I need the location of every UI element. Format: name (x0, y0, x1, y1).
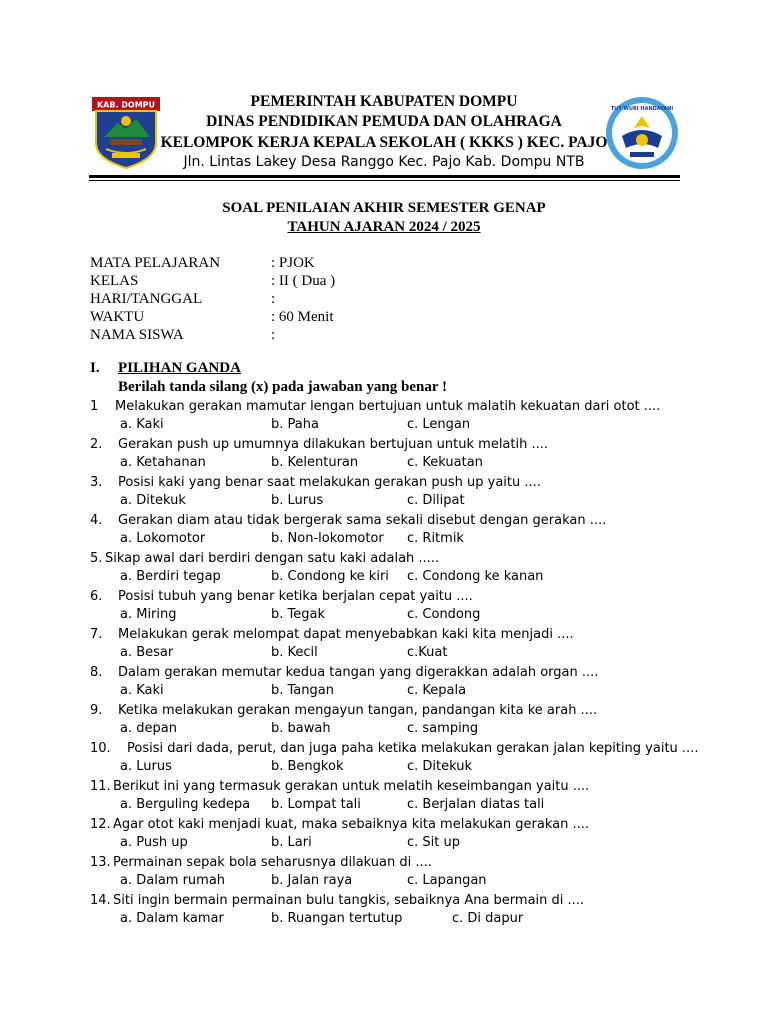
question-text: Agar otot kaki menjadi kuat, maka sebaiknya kita melakukan gerakan .... (113, 817, 590, 832)
answer-option-c: c. Kekuatan (407, 455, 483, 470)
answer-option-a: a. Push up (120, 835, 188, 850)
answer-option-b: b. Lurus (271, 493, 324, 508)
answer-option-b: b. Non-lokomotor (271, 531, 384, 546)
question-number: 14. (90, 893, 111, 908)
answer-option-c: c. Sit up (407, 835, 460, 850)
answer-option-a: a. Miring (120, 607, 177, 622)
answer-option-c: c. Dilipat (407, 493, 465, 508)
question-text: Gerakan diam atau tidak bergerak sama sekali disebut dengan gerakan .... (118, 513, 607, 528)
question-text: Posisi tubuh yang benar ketika berjalan cepat yaitu .... (118, 589, 473, 604)
answer-option-b: b. Jalan raya (271, 873, 353, 888)
identity-label: MATA PELAJARAN (90, 255, 221, 271)
logo-right-caption: TUT WURI HANDAYANI (610, 106, 674, 112)
question-number: 2. (90, 437, 103, 452)
header-kkks: KELOMPOK KERJA KEPALA SEKOLAH ( KKKS ) KEC. PAJO (160, 134, 608, 151)
academic-year: TAHUN AJARAN 2024 / 2025 (287, 219, 481, 235)
question-text: Posisi kaki yang benar saat melakukan gerakan push up yaitu .... (118, 475, 541, 490)
question-number: 13. (90, 855, 111, 870)
exam-title: SOAL PENILAIAN AKHIR SEMESTER GENAP (222, 200, 546, 216)
answer-option-c: c.Kuat (407, 645, 448, 660)
header-divider-thin (89, 180, 680, 181)
question-number: 10. (90, 741, 111, 756)
logo-left-caption: KAB. DOMPU (96, 100, 156, 110)
question-number: 4. (90, 513, 103, 528)
answer-option-a: a. Ditekuk (120, 493, 186, 508)
answer-option-a: a. Kaki (120, 417, 164, 432)
identity-value: : 60 Menit (271, 309, 334, 325)
header-address: Jln. Lintas Lakey Desa Ranggo Kec. Pajo Kab. Dompu NTB (183, 154, 585, 170)
section-title: PILIHAN GANDA (118, 360, 241, 376)
answer-option-c: c. Ritmik (407, 531, 464, 546)
section-instruction: Berilah tanda silang (x) pada jawaban yang benar ! (118, 379, 447, 395)
question-text: Dalam gerakan memutar kedua tangan yang digerakkan adalah organ .... (118, 665, 599, 680)
answer-option-b: b. Condong ke kiri (271, 569, 389, 584)
question-number: 7. (90, 627, 103, 642)
header-government: PEMERINTAH KABUPATEN DOMPU (250, 93, 518, 110)
question-text: Gerakan push up umumnya dilakukan bertujuan untuk melatih .... (118, 437, 549, 452)
answer-option-c: c. Berjalan diatas tali (407, 797, 545, 812)
answer-option-b: b. Paha (271, 417, 319, 432)
answer-option-b: b. Ruangan tertutup (271, 911, 403, 926)
answer-option-b: b. bawah (271, 721, 331, 736)
question-number: 12. (90, 817, 111, 832)
question-number: 1 (90, 399, 99, 414)
answer-option-a: a. Ketahanan (120, 455, 206, 470)
answer-option-a: a. Kaki (120, 683, 164, 698)
answer-option-a: a. Dalam kamar (120, 911, 224, 926)
question-text: Melakukan gerakan mamutar lengan bertujuan untuk malatih kekuatan dari otot .... (115, 399, 661, 414)
identity-label: NAMA SISWA (90, 327, 184, 343)
answer-option-c: c. Condong ke kanan (407, 569, 544, 584)
question-text: Posisi dari dada, perut, dan juga paha ketika melakukan gerakan jalan kepiting yaitu .... (127, 741, 699, 756)
answer-option-a: a. Dalam rumah (120, 873, 226, 888)
answer-option-b: b. Tangan (271, 683, 334, 698)
question-number: 11. (90, 779, 111, 794)
answer-option-c: c. Lapangan (407, 873, 487, 888)
header-department: DINAS PENDIDIKAN PEMUDA DAN OLAHRAGA (206, 113, 562, 130)
answer-option-c: c. Kepala (407, 683, 467, 698)
answer-option-a: a. Lurus (120, 759, 172, 774)
answer-option-c: c. Di dapur (452, 911, 524, 926)
question-text: Permainan sepak bola seharusnya dilakuan di .... (113, 855, 432, 870)
identity-label: WAKTU (90, 309, 145, 325)
question-number: 3. (90, 475, 103, 490)
question-text: Melakukan gerak melompat dapat menyebabkan kaki kita menjadi .... (118, 627, 574, 642)
answer-option-c: c. Lengan (407, 417, 471, 432)
question-number: 6. (90, 589, 103, 604)
question-text: Berikut ini yang termasuk gerakan untuk melatih keseimbangan yaitu .... (113, 779, 590, 794)
answer-option-b: b. Kecil (271, 645, 318, 660)
question-number: 9. (90, 703, 103, 718)
identity-value: : II ( Dua ) (271, 273, 336, 289)
answer-option-a: a. Berdiri tegap (120, 569, 221, 584)
question-text: Siti ingin bermain permainan bulu tangkis, sebaiknya Ana bermain di .... (113, 893, 585, 908)
answer-option-b: b. Tegak (271, 607, 325, 622)
identity-value: : (271, 291, 276, 307)
answer-option-a: a. Lokomotor (120, 531, 206, 546)
header-divider-thick (89, 175, 680, 178)
question-text: Sikap awal dari berdiri dengan satu kaki adalah ..... (105, 551, 440, 566)
question-number: 8. (90, 665, 103, 680)
answer-option-a: a. Besar (120, 645, 174, 660)
answer-option-b: b. Kelenturan (271, 455, 359, 470)
identity-label: HARI/TANGGAL (90, 291, 203, 307)
answer-option-b: b. Lompat tali (271, 797, 361, 812)
answer-option-c: c. Ditekuk (407, 759, 473, 774)
answer-option-b: b. Lari (271, 835, 312, 850)
identity-label: KELAS (90, 273, 139, 289)
identity-value: : (271, 327, 276, 343)
section-number: I. (90, 360, 100, 376)
question-text: Ketika melakukan gerakan mengayun tangan, pandangan kita ke arah .... (118, 703, 598, 718)
answer-option-c: c. samping (407, 721, 479, 736)
question-number: 5. (90, 551, 103, 566)
answer-option-b: b. Bengkok (271, 759, 344, 774)
identity-value: : PJOK (271, 255, 315, 271)
answer-option-a: a. depan (120, 721, 177, 736)
answer-option-c: c. Condong (407, 607, 481, 622)
answer-option-a: a. Berguling kedepa (120, 797, 251, 812)
